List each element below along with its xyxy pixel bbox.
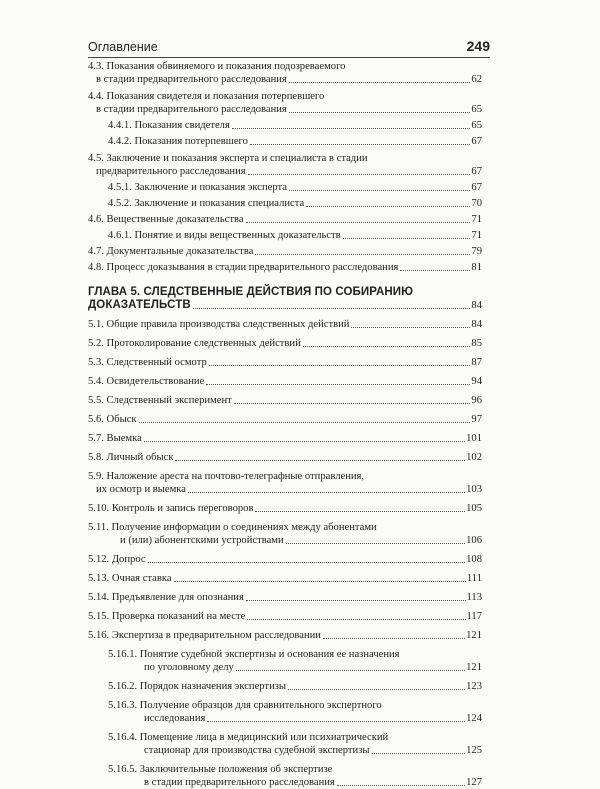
- toc-entry: [88, 731, 482, 757]
- toc-entry: [88, 521, 482, 547]
- toc-page-number: 67: [471, 182, 482, 193]
- toc-entry-line: в стадии предварительного расследования: [96, 74, 287, 85]
- toc-entry-line: 5.14. Предъявление для опознания: [88, 592, 244, 603]
- toc-entry-line: 5.8. Личный обыск: [88, 452, 174, 463]
- toc-entry-line: их осмотр и выемка: [96, 484, 186, 495]
- toc-page-number: 111: [466, 573, 482, 584]
- toc-entry-line: 5.2. Протоколирование следственных действий: [88, 338, 301, 349]
- toc-entry-line: и (или) абонентскими устройствами: [120, 535, 284, 546]
- toc-entry: [88, 572, 482, 585]
- toc-page-number: 71: [471, 230, 482, 241]
- toc-page-number: 108: [466, 554, 482, 565]
- dot-leader: [351, 327, 470, 328]
- toc-entry-line: 5.16.4. Помещение лица в медицинский или психиатрический: [108, 732, 389, 743]
- toc-page-number: 117: [466, 611, 482, 622]
- toc-page-number: 84: [471, 300, 482, 311]
- toc-entry-line: ГЛАВА 5. СЛЕДСТВЕННЫЕ ДЕЙСТВИЯ ПО СОБИРАНИЮ: [88, 286, 414, 298]
- dot-leader: [372, 753, 466, 754]
- toc-entry-line: 5.15. Проверка показаний на месте: [88, 611, 246, 622]
- toc-entry: [88, 197, 482, 210]
- dot-leader: [236, 670, 465, 671]
- toc-page-number: 96: [471, 395, 482, 406]
- toc-page-number: 85: [471, 338, 482, 349]
- toc-entry-line: 5.16.3. Получение образцов для сравнительного экспертного: [108, 700, 382, 711]
- toc-entry-line: 4.4.1. Показания свидетеля: [108, 120, 230, 131]
- dot-leader: [289, 190, 470, 191]
- dot-leader: [255, 254, 470, 255]
- toc-page-number: 113: [466, 592, 482, 603]
- dot-leader: [248, 174, 471, 175]
- page-number: 249: [466, 38, 490, 54]
- toc-page-number: 123: [466, 681, 482, 692]
- dot-leader: [209, 365, 471, 366]
- toc-entry: [88, 119, 482, 132]
- toc-entry-line: 5.13. Очная ставка: [88, 573, 172, 584]
- toc-entry-line: 4.3. Показания обвиняемого и показания подозреваемого: [88, 61, 346, 72]
- toc-entry: [88, 375, 482, 388]
- toc-page-number: 70: [471, 198, 482, 209]
- toc-page-number: 106: [466, 535, 482, 546]
- toc-entry-line: 5.4. Освидетельствование: [88, 376, 205, 387]
- dot-leader: [206, 384, 470, 385]
- dot-leader: [174, 581, 466, 582]
- toc-entry: [88, 90, 482, 116]
- toc-entry-line: 4.6.1. Понятие и виды вещественных доказательств: [108, 230, 341, 241]
- toc-page-number: 97: [471, 414, 482, 425]
- toc-entry: [88, 229, 482, 242]
- dot-leader: [286, 543, 465, 544]
- toc-entry: [88, 337, 482, 350]
- dot-leader: [289, 82, 471, 83]
- toc-entry: [88, 553, 482, 566]
- dot-leader: [306, 206, 470, 207]
- toc-entry-line: 5.6. Обыск: [88, 414, 137, 425]
- toc-page-number: 67: [471, 166, 482, 177]
- toc-entry: [88, 699, 482, 725]
- toc-page-number: 127: [466, 777, 482, 788]
- running-head-title: Оглавление: [88, 40, 158, 54]
- toc-entry: [88, 413, 482, 426]
- toc-entry-line: 4.4. Показания свидетеля и показания потерпевшего: [88, 91, 325, 102]
- toc-page-number: 105: [466, 503, 482, 514]
- dot-leader: [193, 308, 471, 309]
- toc-entry-line: исследования: [144, 713, 206, 724]
- toc-entry-line: 5.12. Допрос: [88, 554, 146, 565]
- toc-entry-line: 5.1. Общие правила производства следственных действий: [88, 319, 350, 330]
- toc-page-number: 103: [466, 484, 482, 495]
- toc-entry-line: в стадии предварительного расследования: [144, 777, 335, 788]
- dot-leader: [400, 270, 470, 271]
- table-of-contents: [88, 60, 482, 789]
- toc-entry-line: 5.9. Наложение ареста на почтово-телеграфные отправления,: [88, 471, 365, 482]
- toc-entry-line: 5.16.1. Понятие судебной экспертизы и основания ее назначения: [108, 649, 400, 660]
- toc-entry-line: по уголовному делу: [144, 662, 234, 673]
- running-head: [88, 40, 490, 56]
- dot-leader: [188, 492, 465, 493]
- toc-page-number: 121: [466, 662, 482, 673]
- dot-leader: [323, 638, 465, 639]
- dot-leader: [232, 128, 471, 129]
- toc-entry-line: 4.7. Документальные доказательства: [88, 246, 254, 257]
- toc-entry-line: 4.4.2. Показания потерпевшего: [108, 136, 248, 147]
- toc-entry-line: предварительного расследования: [96, 166, 246, 177]
- toc-entry: [88, 502, 482, 515]
- toc-page-number: 102: [466, 452, 482, 463]
- toc-entry: [88, 181, 482, 194]
- toc-page-number: 121: [466, 630, 482, 641]
- toc-entry: [88, 591, 482, 604]
- toc-entry-line: 5.3. Следственный осмотр: [88, 357, 207, 368]
- toc-entry-line: 4.8. Процесс доказывания в стадии предварительного расследования: [88, 262, 399, 273]
- toc-entry: [88, 451, 482, 464]
- toc-page-number: 81: [471, 262, 482, 273]
- toc-entry-line: 5.16.5. Заключительные положения об экспертизе: [108, 764, 333, 775]
- toc-entry: [88, 470, 482, 496]
- dot-leader: [175, 460, 465, 461]
- toc-entry: [88, 245, 482, 258]
- toc-page-number: 71: [471, 214, 482, 225]
- dot-leader: [250, 144, 470, 145]
- toc-page-number: 65: [471, 120, 482, 131]
- toc-entry: [88, 610, 482, 623]
- dot-leader: [337, 785, 465, 786]
- dot-leader: [139, 422, 471, 423]
- dot-leader: [255, 511, 465, 512]
- toc-entry-line: 4.6. Вещественные доказательства: [88, 214, 244, 225]
- toc-page-number: 101: [466, 433, 482, 444]
- toc-entry-line: в стадии предварительного расследования: [96, 104, 287, 115]
- toc-page-number: 84: [471, 319, 482, 330]
- dot-leader: [207, 721, 465, 722]
- dot-leader: [144, 441, 465, 442]
- dot-leader: [247, 619, 465, 620]
- dot-leader: [148, 562, 466, 563]
- toc-page-number: 67: [471, 136, 482, 147]
- toc-entry: [88, 648, 482, 674]
- toc-page-number: 124: [466, 713, 482, 724]
- dot-leader: [246, 222, 471, 223]
- toc-entry: [88, 135, 482, 148]
- toc-entry: [88, 318, 482, 331]
- toc-entry-line: 4.5. Заключение и показания эксперта и специалиста в стадии: [88, 153, 368, 164]
- toc-entry: [88, 213, 482, 226]
- toc-entry-line: 4.5.2. Заключение и показания специалиста: [108, 198, 305, 209]
- toc-page-number: 87: [471, 357, 482, 368]
- toc-page-number: 125: [466, 745, 482, 756]
- dot-leader: [343, 238, 471, 239]
- toc-entry: [88, 763, 482, 789]
- toc-chapter-heading: [88, 286, 482, 312]
- toc-entry-line: 4.5.1. Заключение и показания эксперта: [108, 182, 287, 193]
- dot-leader: [246, 600, 466, 601]
- toc-page-number: 65: [471, 104, 482, 115]
- toc-entry: [88, 60, 482, 86]
- toc-entry: [88, 261, 482, 274]
- toc-entry: [88, 680, 482, 693]
- toc-entry-line: 5.16.2. Порядок назначения экспертизы: [108, 681, 287, 692]
- toc-page-number: 94: [471, 376, 482, 387]
- dot-leader: [289, 112, 471, 113]
- dot-leader: [303, 346, 471, 347]
- toc-entry-line: 5.16. Экспертиза в предварительном расследовании: [88, 630, 321, 641]
- toc-entry: [88, 152, 482, 178]
- toc-entry: [88, 629, 482, 642]
- toc-entry-line: 5.11. Получение информации о соединениях между абонентами: [88, 522, 377, 533]
- header-rule: [88, 57, 490, 58]
- toc-entry-line: 5.10. Контроль и запись переговоров: [88, 503, 254, 514]
- toc-page-number: 62: [471, 74, 482, 85]
- toc-entry: [88, 356, 482, 369]
- toc-entry-line: 5.7. Выемка: [88, 433, 142, 444]
- toc-page-number: 79: [471, 246, 482, 257]
- toc-entry: [88, 432, 482, 445]
- dot-leader: [288, 689, 465, 690]
- toc-entry-line: ДОКАЗАТЕЛЬСТВ: [88, 299, 191, 311]
- toc-entry-line: 5.5. Следственный эксперимент: [88, 395, 232, 406]
- toc-entry-line: стационар для производства судебной экспертизы: [144, 745, 370, 756]
- toc-entry: [88, 394, 482, 407]
- dot-leader: [234, 403, 471, 404]
